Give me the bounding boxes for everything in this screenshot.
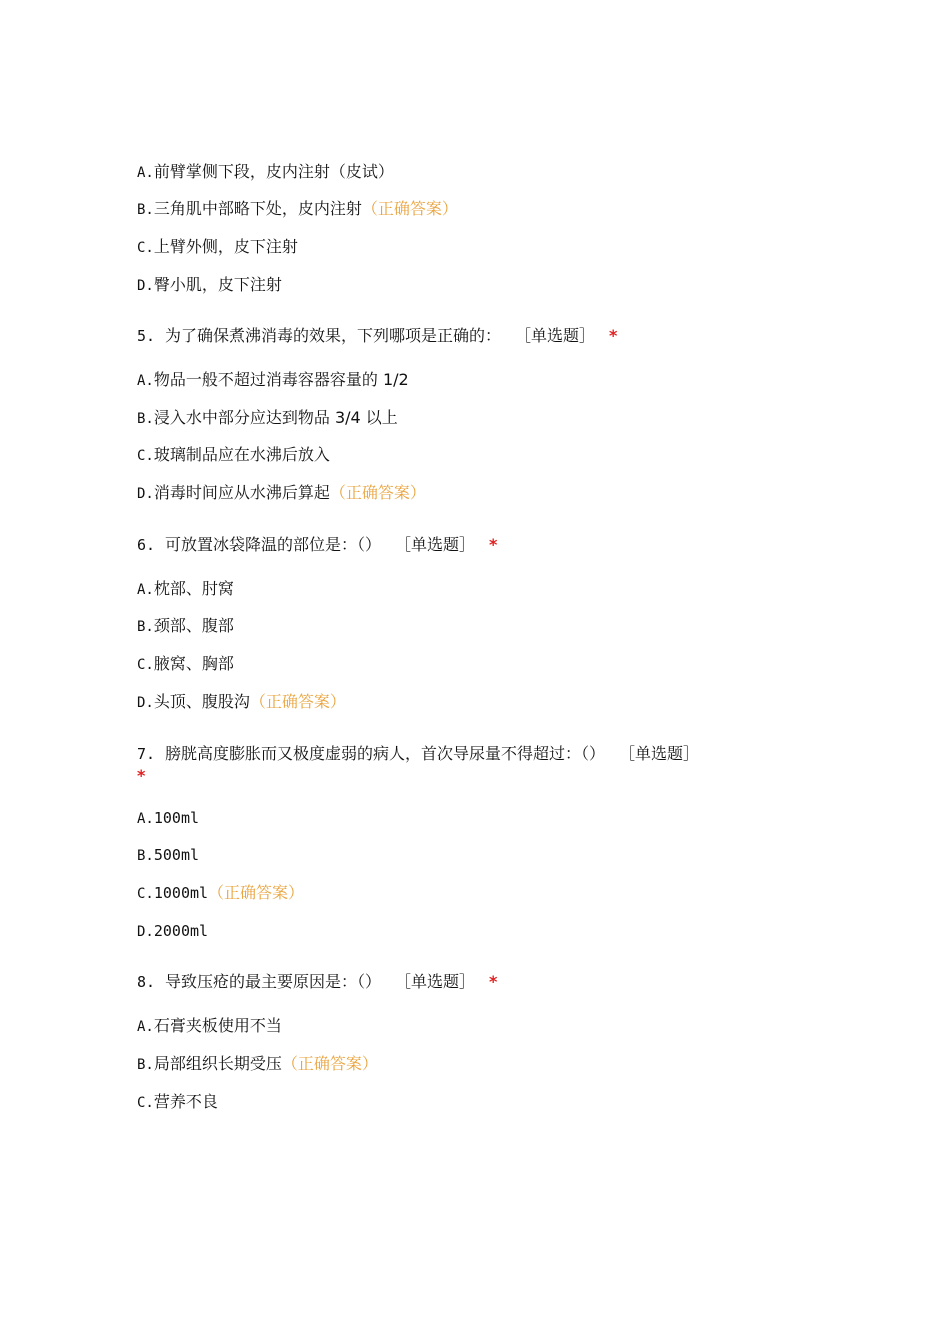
option-letter: A. xyxy=(137,582,154,598)
correct-answer-marker: （正确答案） xyxy=(329,483,426,502)
option-q7-a xyxy=(137,807,199,830)
option-text: 头顶、腹股沟 xyxy=(153,692,250,711)
option-q7-c xyxy=(137,882,304,905)
option-letter: A. xyxy=(137,373,154,389)
correct-answer-marker: （正确答案） xyxy=(249,692,346,711)
option-text: 物品一般不超过消毒容器容量的 1/2 xyxy=(153,370,409,389)
option-q4-c xyxy=(137,236,298,259)
question-type: ［单选题］ xyxy=(523,326,596,345)
option-text: 100ml xyxy=(153,809,200,827)
question-text: 可放置冰袋降温的部位是：（） xyxy=(165,535,382,554)
option-q5-b xyxy=(137,407,398,430)
question-text: 导致压疮的最主要原因是：（） xyxy=(165,972,382,991)
option-q5-c xyxy=(137,444,330,467)
option-text: 玻璃制品应在水沸后放入 xyxy=(153,445,330,464)
option-q8-a xyxy=(137,1015,282,1038)
question-number: 5. xyxy=(137,327,156,345)
option-letter: B. xyxy=(137,848,154,864)
correct-answer-marker: （正确答案） xyxy=(281,1054,378,1073)
option-text: 上臂外侧，皮下注射 xyxy=(153,237,298,256)
option-text: 腋窝、胸部 xyxy=(153,654,234,673)
option-q5-a xyxy=(137,369,409,392)
option-text: 消毒时间应从水沸后算起 xyxy=(153,483,330,502)
option-q6-a xyxy=(137,578,234,601)
option-q6-c xyxy=(137,653,234,676)
option-q4-d xyxy=(137,274,282,297)
question-number: 6. xyxy=(137,536,156,554)
option-letter: A. xyxy=(137,1019,154,1035)
option-text: 2000ml xyxy=(153,922,209,940)
question-5-title xyxy=(137,325,617,347)
question-text: 为了确保煮沸消毒的效果，下列哪项是正确的： xyxy=(165,326,502,345)
option-letter: D. xyxy=(137,486,154,502)
option-text: 前臂掌侧下段，皮内注射（皮试） xyxy=(153,162,394,181)
option-letter: A. xyxy=(137,811,154,827)
option-letter: D. xyxy=(137,278,154,294)
option-q8-b xyxy=(137,1053,378,1076)
question-number: 7. xyxy=(137,745,156,763)
required-marker: * xyxy=(609,326,618,345)
option-text: 500ml xyxy=(153,846,200,864)
required-marker: * xyxy=(137,766,146,785)
option-letter: C. xyxy=(137,657,154,673)
option-letter: C. xyxy=(137,886,154,902)
option-letter: A. xyxy=(137,165,154,181)
required-marker: * xyxy=(489,972,498,991)
option-letter: C. xyxy=(137,1095,154,1111)
question-6-title xyxy=(137,534,497,556)
question-number: 8. xyxy=(137,973,156,991)
question-7-title xyxy=(137,743,699,765)
option-letter: B. xyxy=(137,619,154,635)
option-q7-b xyxy=(137,844,199,867)
question-type: ［单选题］ xyxy=(403,535,476,554)
question-text: 膀胱高度膨胀而又极度虚弱的病人，首次导尿量不得超过：（） xyxy=(165,744,606,763)
option-letter: C. xyxy=(137,240,154,256)
option-text: 三角肌中部略下处，皮内注射 xyxy=(153,199,362,218)
option-q8-c xyxy=(137,1091,218,1114)
option-text: 营养不良 xyxy=(153,1092,218,1111)
option-q4-a xyxy=(137,161,394,184)
option-q4-b xyxy=(137,198,458,221)
correct-answer-marker: （正确答案） xyxy=(208,883,305,902)
option-text: 浸入水中部分应达到物品 3/4 以上 xyxy=(153,408,398,427)
option-letter: B. xyxy=(137,1057,154,1073)
question-type: ［单选题］ xyxy=(627,744,700,763)
option-q5-d xyxy=(137,482,426,505)
option-q6-b xyxy=(137,615,234,638)
option-q7-d xyxy=(137,920,208,943)
option-text: 1000ml xyxy=(153,884,209,902)
option-letter: B. xyxy=(137,411,154,427)
option-text: 枕部、肘窝 xyxy=(153,579,234,598)
option-letter: D. xyxy=(137,924,154,940)
option-text: 石膏夹板使用不当 xyxy=(153,1016,282,1035)
question-8-title xyxy=(137,971,497,993)
option-text: 臀小肌，皮下注射 xyxy=(153,275,282,294)
option-text: 局部组织长期受压 xyxy=(153,1054,282,1073)
option-letter: B. xyxy=(137,202,154,218)
option-q6-d xyxy=(137,691,346,714)
option-letter: C. xyxy=(137,448,154,464)
option-text: 颈部、腹部 xyxy=(153,616,234,635)
option-letter: D. xyxy=(137,695,154,711)
correct-answer-marker: （正确答案） xyxy=(361,199,458,218)
required-marker: * xyxy=(489,535,498,554)
question-type: ［单选题］ xyxy=(403,972,476,991)
